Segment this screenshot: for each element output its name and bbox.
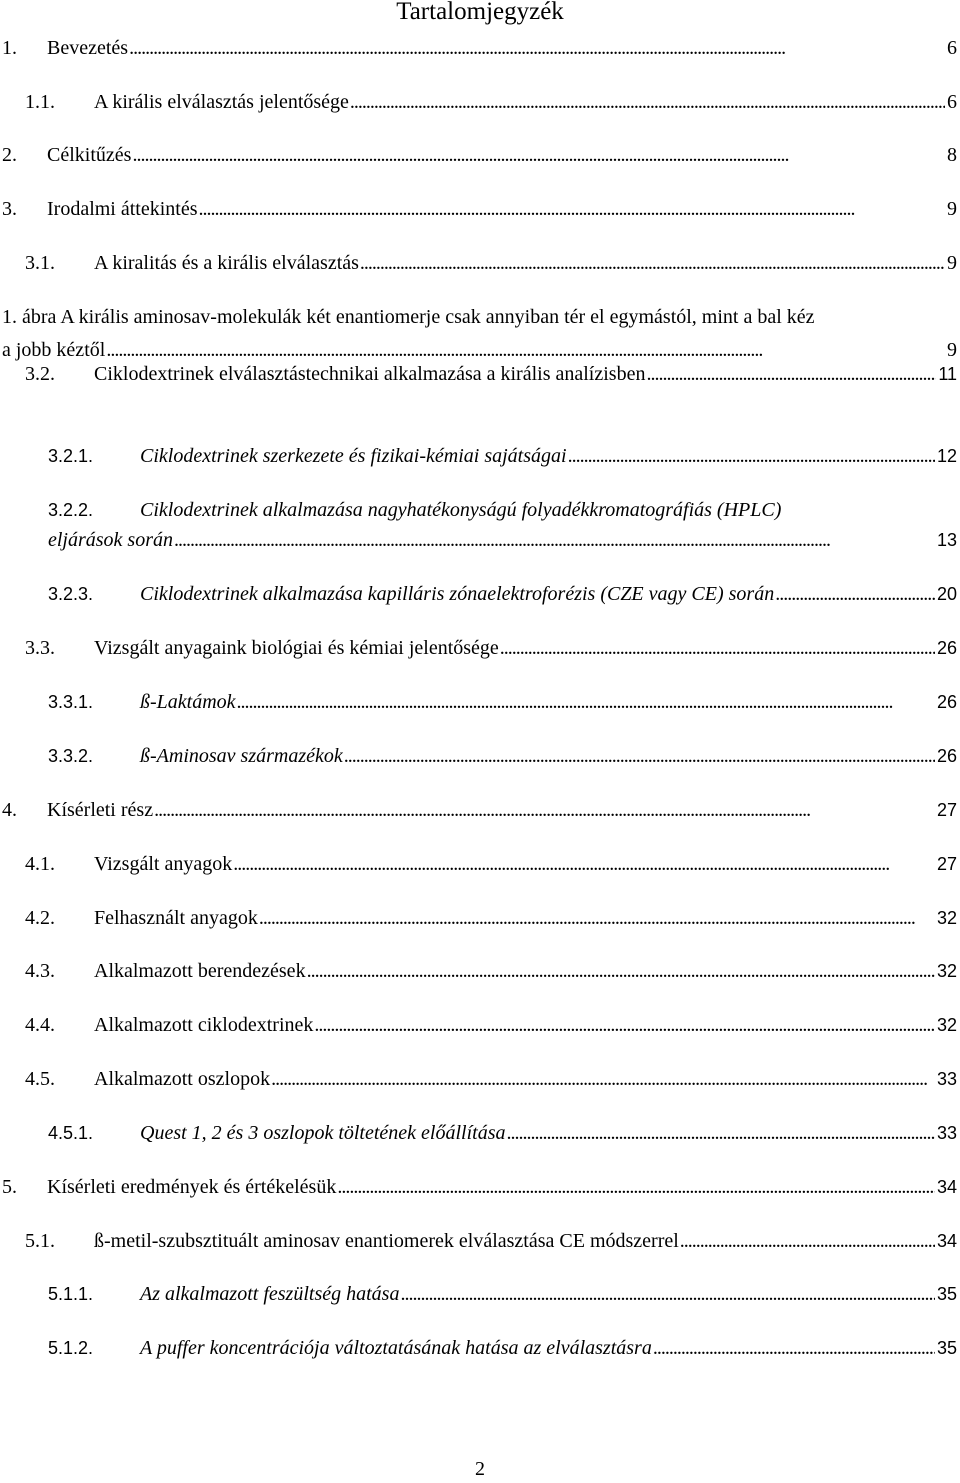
toc-page: 32 [936, 961, 957, 981]
toc-entry-5[interactable] [2, 1173, 957, 1201]
toc-page: 27 [936, 854, 957, 874]
toc-number: 4.1. [25, 853, 55, 875]
toc-title: A kiralitás és a királis elválasztás [94, 252, 359, 274]
toc-entry-1[interactable] [2, 34, 957, 62]
leader-dots [360, 249, 945, 277]
leader-dots [337, 1173, 935, 1201]
toc-entry-3-2-1[interactable] [48, 442, 957, 470]
toc-entry-1-1[interactable] [25, 88, 957, 116]
toc-number: 3.3.1. [48, 692, 94, 712]
toc-entry-3-3[interactable] [25, 634, 957, 662]
toc-entry-4-2[interactable] [25, 904, 957, 932]
toc-title: Alkalmazott oszlopok [94, 1068, 271, 1090]
toc-title: Bevezetés [47, 37, 129, 59]
toc-title: Az alkalmazott feszültség hatása [140, 1283, 400, 1305]
toc-number: 5. [2, 1176, 17, 1198]
toc-title: Vizsgált anyagok [94, 853, 233, 875]
toc-title: Kísérleti rész [47, 799, 154, 821]
toc-number: 4.5. [25, 1068, 55, 1090]
toc-page: 26 [936, 638, 957, 658]
toc-entry-3-2[interactable] [25, 360, 957, 388]
toc-entry-5-1-2[interactable] [48, 1334, 957, 1362]
toc-entry-4-4[interactable] [25, 1011, 957, 1039]
toc-page: 11 [938, 364, 957, 384]
toc-title: Felhasznált anyagok [94, 907, 258, 929]
toc-page: 33 [936, 1123, 957, 1143]
toc-page: 34 [936, 1231, 957, 1251]
leader-dots [400, 1280, 935, 1308]
toc-page: 6 [947, 37, 957, 59]
toc-title: Alkalmazott berendezések [94, 960, 306, 982]
toc-page: 27 [936, 800, 957, 820]
leader-dots [314, 1011, 935, 1039]
toc-title: ß-metil-szubsztituált aminosav enantiomerek elválasztása CE módszerrel [94, 1230, 679, 1252]
toc-page: 8 [947, 144, 957, 166]
leader-dots [154, 796, 935, 824]
toc-title: A puffer koncentrációja változtatásának hatása az elválasztásra [140, 1337, 652, 1359]
leader-dots [344, 742, 935, 770]
toc-page: 9 [947, 339, 957, 361]
toc-number: 1.1. [25, 91, 55, 113]
toc-page: 32 [936, 1015, 957, 1035]
toc-entry-3-2-2-line1[interactable] [48, 496, 781, 524]
toc-title: ß-Laktámok [140, 691, 236, 713]
leader-dots [307, 957, 935, 985]
toc-entry-4-1[interactable] [25, 850, 957, 878]
toc-title-line1: A királis aminosav-molekulák két enantiomerje csak annyiban tér el egymástól, mint a bal kéz [60, 306, 815, 328]
toc-number: 1. ábra [2, 306, 57, 328]
toc-page: 26 [936, 692, 957, 712]
toc-entry-4-5-1[interactable] [48, 1119, 957, 1147]
toc-page: 35 [936, 1284, 957, 1304]
toc-title: Ciklodextrinek elválasztástechnikai alkalmazása a királis analízisben [94, 363, 646, 385]
toc-entry-5-1-1[interactable] [48, 1280, 957, 1308]
toc-page: 32 [936, 908, 957, 928]
toc-page: 6 [947, 91, 957, 113]
toc-number: 4.3. [25, 960, 55, 982]
toc-entry-2[interactable] [2, 141, 957, 169]
toc-page: 26 [936, 746, 957, 766]
toc-number: 2. [2, 144, 17, 166]
toc-entry-figure-1-line1[interactable] [2, 303, 815, 331]
toc-number: 3.3.2. [48, 746, 94, 766]
toc-entry-4-3[interactable] [25, 957, 957, 985]
toc-entry-3-3-2[interactable] [48, 742, 957, 770]
toc-number: 3.3. [25, 637, 55, 659]
toc-entry-3-1[interactable] [25, 249, 957, 277]
leader-dots [259, 904, 935, 932]
toc-title-line1: Ciklodextrinek alkalmazása nagyhatékonyságú folyadékkromatográfiás (HPLC) [140, 499, 782, 521]
leader-dots [568, 442, 935, 470]
toc-title: Ciklodextrinek alkalmazása kapilláris zónaelektroforézis (CZE vagy CE) során [140, 583, 775, 605]
toc-title: a jobb kéztől [2, 339, 106, 361]
toc-entry-3[interactable] [2, 195, 957, 223]
toc-entry-3-2-2[interactable] [48, 526, 957, 554]
toc-title: A királis elválasztás jelentősége [94, 91, 349, 113]
toc-title: Ciklodextrinek szerkezete és fizikai-kémiai sajátságai [140, 445, 567, 467]
toc-page: 33 [936, 1069, 957, 1089]
toc-number: 3.2.2. [48, 500, 94, 520]
leader-dots [653, 1334, 935, 1362]
leader-dots [199, 195, 945, 223]
leader-dots [174, 526, 935, 554]
toc-number: 3.2. [25, 363, 55, 385]
leader-dots [680, 1227, 935, 1255]
page-title: Tartalomjegyzék [396, 0, 564, 25]
toc-entry-3-3-1[interactable] [48, 688, 957, 716]
leader-dots [500, 634, 935, 662]
leader-dots [129, 34, 945, 62]
toc-number: 3.1. [25, 252, 55, 274]
toc-number: 4.4. [25, 1014, 55, 1036]
toc-number: 5.1.2. [48, 1338, 94, 1358]
leader-dots [233, 850, 935, 878]
toc-number: 5.1.1. [48, 1284, 94, 1304]
toc-title: Vizsgált anyagaink biológiai és kémiai jelentősége [94, 637, 499, 659]
toc-entry-4[interactable] [2, 796, 957, 824]
toc-title: ß-Aminosav származékok [140, 745, 343, 767]
toc-number: 4.2. [25, 907, 55, 929]
leader-dots [350, 88, 945, 116]
toc-entry-4-5[interactable] [25, 1065, 957, 1093]
leader-dots [237, 688, 935, 716]
toc-title: Quest 1, 2 és 3 oszlopok töltetének előállítása [140, 1122, 506, 1144]
toc-entry-5-1[interactable] [25, 1227, 957, 1255]
leader-dots [775, 580, 935, 608]
toc-title: Kísérleti eredmények és értékelésük [47, 1176, 337, 1198]
toc-number: 3. [2, 198, 17, 220]
toc-page: 20 [936, 584, 957, 604]
toc-title: eljárások során [48, 529, 173, 551]
toc-title: Célkitűzés [47, 144, 132, 166]
toc-title: Alkalmazott ciklodextrinek [94, 1014, 314, 1036]
toc-page: 35 [936, 1338, 957, 1358]
toc-page: 9 [947, 198, 957, 220]
toc-page: 13 [936, 530, 957, 550]
toc-title: Irodalmi áttekintés [47, 198, 198, 220]
toc-number: 4.5.1. [48, 1123, 94, 1143]
leader-dots [132, 141, 945, 169]
toc-page: 12 [936, 446, 957, 466]
toc-page: 9 [947, 252, 957, 274]
toc-page: 34 [936, 1177, 957, 1197]
toc-number: 4. [2, 799, 17, 821]
toc-number: 3.2.3. [48, 584, 94, 604]
page-number: 2 [475, 1458, 485, 1480]
toc-number: 3.2.1. [48, 446, 94, 466]
leader-dots [271, 1065, 935, 1093]
toc-number: 1. [2, 37, 17, 59]
toc-entry-3-2-3[interactable] [48, 580, 957, 608]
leader-dots [646, 360, 936, 388]
leader-dots [507, 1119, 935, 1147]
toc-number: 5.1. [25, 1230, 55, 1252]
